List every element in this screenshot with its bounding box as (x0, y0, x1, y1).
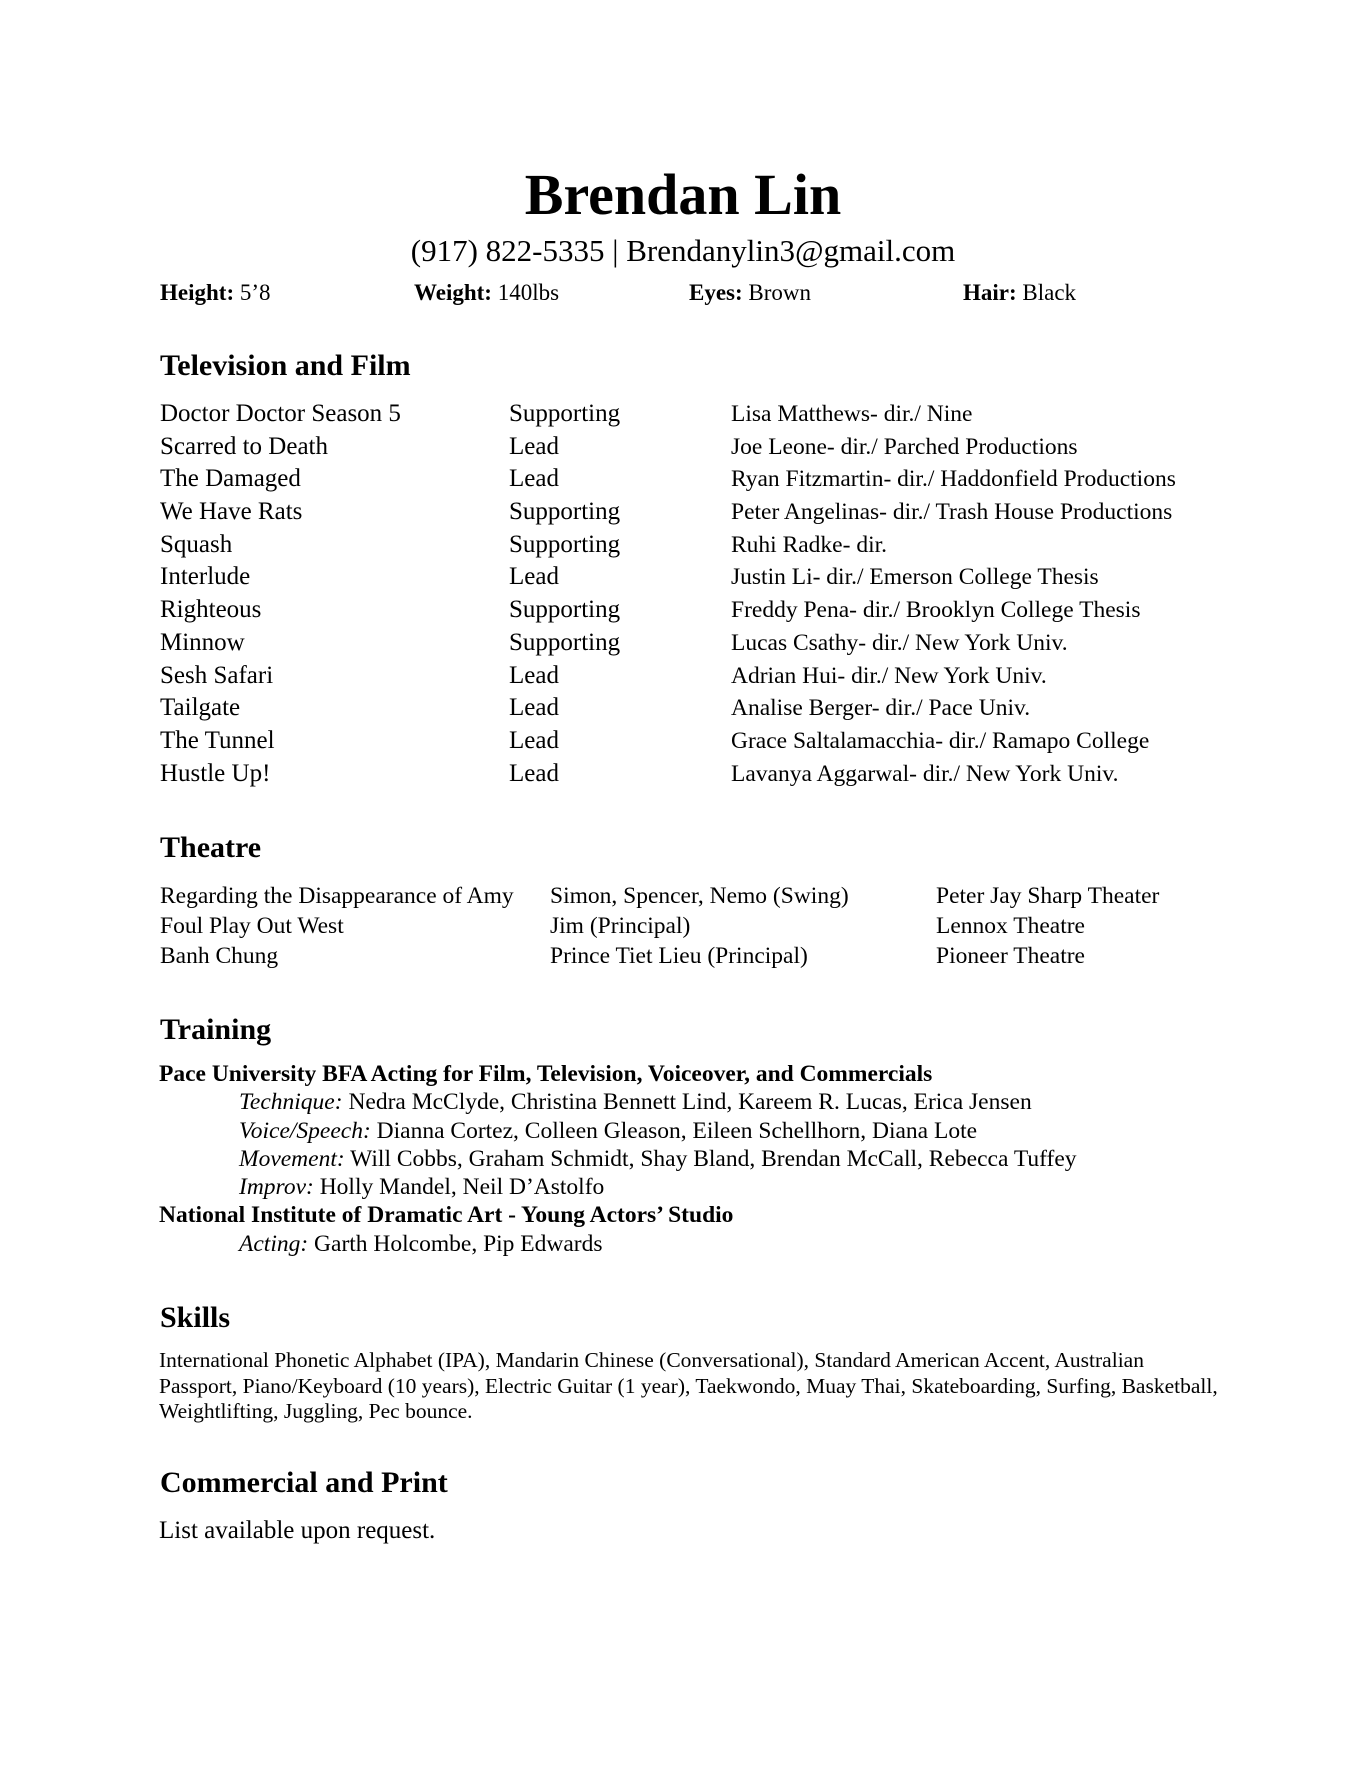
role-type: Lead (509, 694, 559, 722)
project-title: We Have Rats (160, 498, 303, 526)
commercial-text: List available upon request. (159, 1517, 436, 1544)
tv-credit-row (160, 594, 1260, 627)
tv-credit-row (160, 463, 1260, 496)
instructor-names: Garth Holcombe, Pip Edwards (314, 1230, 603, 1257)
skills-text: International Phonetic Alphabet (IPA), Mandarin Chinese (Conversational), Standard American Accent, Australian Passport, Piano/Keyboard (10 years), Electric Guitar (1 year), Taekwondo, Muay Thai, Skateboarding, Surfing, Basketball, Weightlifting, Juggling, Pec bounce. (159, 1348, 1218, 1423)
physical-stats (160, 278, 1260, 308)
tv-credit-row (160, 529, 1260, 562)
tv-credit-row (160, 431, 1260, 464)
director-credit: Freddy Pena- dir./ Brooklyn College Thesis (731, 597, 1141, 624)
project-title: Doctor Doctor Season 5 (160, 400, 401, 427)
role-type: Supporting (509, 400, 621, 427)
role-type: Supporting (509, 596, 621, 624)
stat-eyes (689, 278, 811, 308)
project-title: Sesh Safari (160, 661, 274, 689)
project-title: Righteous (160, 596, 262, 624)
role-type: Supporting (509, 530, 621, 558)
stat-label: Height: (160, 280, 235, 305)
director-credit: Lucas Csathy- dir./ New York Univ. (731, 629, 1068, 656)
project-title: Interlude (160, 563, 251, 591)
training-label: Technique: (239, 1089, 343, 1116)
tv-credit-row (160, 561, 1260, 594)
role-type: Lead (509, 432, 559, 460)
director-credit: Justin Li- dir./ Emerson College Thesis (731, 564, 1099, 591)
role-type: Lead (509, 465, 559, 493)
instructor-names: Dianna Cortez, Colleen Gleason, Eileen Schellhorn, Diana Lote (376, 1117, 978, 1144)
school-name: National Institute of Dramatic Art - Young Actors’ Studio (159, 1202, 734, 1229)
training-label: Improv: (239, 1174, 314, 1201)
role-name: Prince Tiet Lieu (Principal) (550, 943, 808, 969)
training-label: Acting: (239, 1230, 309, 1257)
stat-height (160, 278, 271, 308)
stat-hair (963, 278, 1076, 308)
show-title: Regarding the Disappearance of Amy (160, 883, 514, 909)
director-credit: Lavanya Aggarwal- dir./ New York Univ. (731, 760, 1119, 787)
project-title: Hustle Up! (160, 759, 271, 787)
instructor-names: Nedra McClyde, Christina Bennett Lind, Kareem R. Lucas, Erica Jensen (348, 1089, 1032, 1116)
training-line (159, 1145, 1299, 1173)
stat-value: 5’8 (239, 280, 271, 305)
tv-credit-row (160, 398, 1260, 431)
training-list (159, 1060, 1299, 1258)
project-title: Scarred to Death (160, 432, 328, 460)
director-credit: Ruhi Radke- dir. (731, 531, 887, 558)
show-title: Banh Chung (160, 943, 279, 969)
instructor-names: Will Cobbs, Graham Schmidt, Shay Bland, Brendan McCall, Rebecca Tuffey (350, 1145, 1077, 1172)
stat-label: Eyes: (689, 280, 743, 305)
contact-info: (917) 822-5335 | Brendanylin3@gmail.com (410, 233, 956, 268)
training-line (159, 1230, 1299, 1258)
project-title: The Damaged (160, 465, 301, 493)
stat-value: Black (1022, 280, 1077, 305)
show-title: Foul Play Out West (160, 913, 344, 939)
role-type: Supporting (509, 628, 621, 656)
project-title: Tailgate (160, 694, 241, 722)
training-label: Movement: (239, 1145, 345, 1172)
role-type: Lead (509, 759, 559, 787)
section-title-theatre: Theatre (160, 831, 262, 864)
project-title: Minnow (160, 628, 245, 656)
project-title: Squash (160, 530, 233, 558)
training-line (159, 1117, 1299, 1145)
director-credit: Joe Leone- dir./ Parched Productions (731, 433, 1078, 460)
role-name: Jim (Principal) (550, 913, 691, 939)
section-title-skills: Skills (160, 1301, 231, 1334)
role-type: Supporting (509, 498, 621, 526)
actor-name: Brendan Lin (524, 162, 842, 227)
section-title-tv-film: Television and Film (160, 349, 411, 382)
section-title-commercial: Commercial and Print (160, 1466, 448, 1499)
director-credit: Lisa Matthews- dir./ Nine (731, 401, 973, 427)
venue-name: Peter Jay Sharp Theater (936, 883, 1160, 909)
role-type: Lead (509, 661, 559, 689)
director-credit: Ryan Fitzmartin- dir./ Haddonfield Productions (731, 466, 1176, 493)
theatre-credit-row (160, 881, 1260, 911)
tv-credit-row (160, 496, 1260, 529)
stat-label: Weight: (414, 280, 492, 305)
tv-film-credits (160, 398, 1260, 790)
director-credit: Peter Angelinas- dir./ Trash House Productions (731, 499, 1173, 526)
theatre-credit-row (160, 941, 1260, 971)
director-credit: Analise Berger- dir./ Pace Univ. (731, 695, 1031, 722)
stat-value: Brown (748, 280, 812, 305)
training-line (159, 1088, 1299, 1116)
venue-name: Pioneer Theatre (936, 943, 1085, 969)
stat-value: 140lbs (497, 280, 560, 305)
training-line (159, 1173, 1299, 1201)
school-name: Pace University BFA Acting for Film, Television, Voiceover, and Commercials (159, 1061, 933, 1087)
tv-credit-row (160, 758, 1260, 791)
tv-credit-row (160, 627, 1260, 660)
director-credit: Grace Saltalamacchia- dir./ Ramapo College (731, 727, 1150, 754)
director-credit: Adrian Hui- dir./ New York Univ. (731, 662, 1047, 689)
role-type: Lead (509, 726, 559, 754)
tv-credit-row (160, 725, 1260, 758)
stat-label: Hair: (963, 280, 1017, 305)
theatre-credits (160, 881, 1260, 971)
section-title-training: Training (160, 1013, 272, 1046)
venue-name: Lennox Theatre (936, 913, 1085, 939)
tv-credit-row (160, 660, 1260, 693)
stat-weight (414, 278, 559, 308)
instructor-names: Holly Mandel, Neil D’Astolfo (319, 1174, 605, 1201)
project-title: The Tunnel (160, 726, 275, 754)
role-type: Lead (509, 563, 559, 591)
theatre-credit-row (160, 911, 1260, 941)
role-name: Simon, Spencer, Nemo (Swing) (550, 883, 849, 909)
training-label: Voice/Speech: (239, 1117, 371, 1144)
tv-credit-row (160, 692, 1260, 725)
